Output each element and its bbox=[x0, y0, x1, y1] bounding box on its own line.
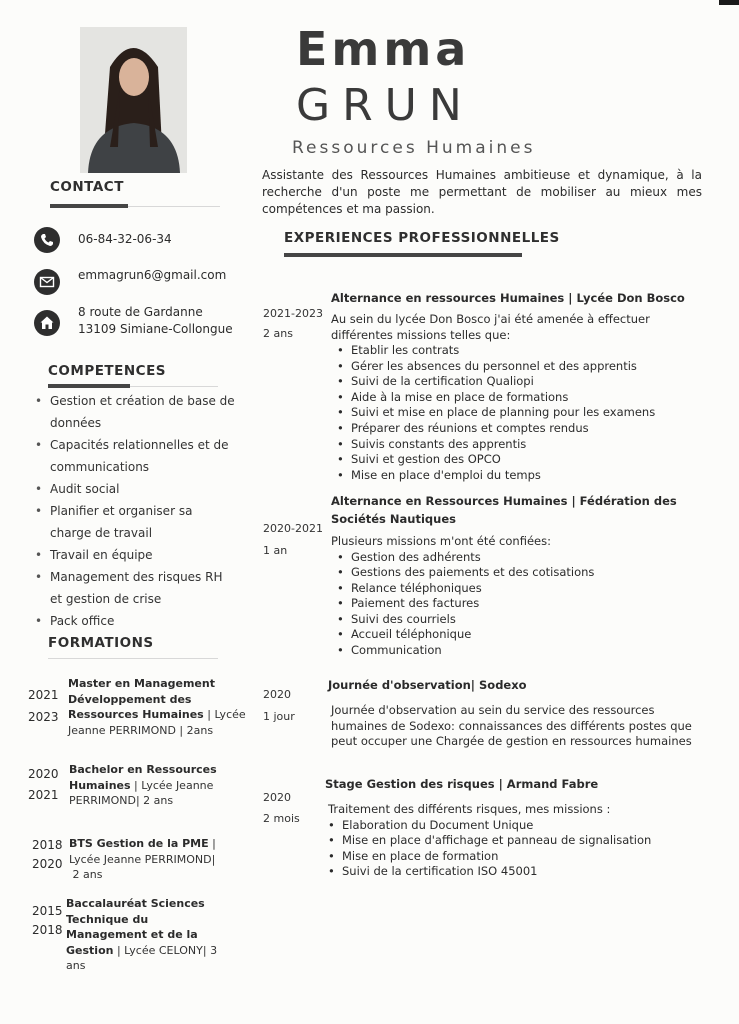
task-item: • Relance téléphoniques bbox=[351, 581, 703, 597]
task-item: • Paiement des factures bbox=[351, 596, 703, 612]
experience-duration: 2 mois bbox=[263, 812, 300, 825]
education-school: Lycée Jeanne PERRIMOND bbox=[69, 778, 214, 807]
education-year-start: 2020 bbox=[28, 767, 59, 781]
address-line-1: 8 route de Gardanne bbox=[78, 305, 203, 319]
experience-description: Plusieurs missions m'ont été confiées: bbox=[331, 534, 551, 548]
experience-title: Alternance en ressources Humaines | Lycée Don Bosco bbox=[331, 291, 685, 305]
education-details: Bachelor en Ressources Humaines | Lycée Jeanne PERRIMOND| 2 ans bbox=[69, 763, 217, 807]
experience-entry bbox=[331, 289, 703, 483]
education-year-start: 2015 bbox=[32, 904, 63, 918]
experience-entry bbox=[331, 492, 703, 659]
experience-entry bbox=[325, 775, 703, 880]
skills-title-bar bbox=[48, 384, 130, 388]
email-address[interactable]: emmagrun6@gmail.com bbox=[78, 268, 227, 282]
task-item: • Suivis constants des apprentis bbox=[351, 437, 703, 453]
address-line-2: 13109 Simiane-Collongue bbox=[78, 322, 233, 336]
experience-description: Traitement des différents risques, mes missions : bbox=[328, 802, 611, 816]
task-item: • Suivi de la certification Qualiopi bbox=[351, 374, 703, 390]
contact-phone-row bbox=[34, 227, 244, 255]
experience-task-list bbox=[331, 343, 703, 483]
education-school: Lycée Jeanne PERRIMOND bbox=[69, 852, 212, 866]
education-year-end: 2018 bbox=[32, 923, 63, 937]
contact-title-bar bbox=[50, 204, 128, 208]
task-item: • Mise en place d'emploi du temps bbox=[351, 468, 703, 484]
education-school: Lycée Jeanne PERRIMOND bbox=[68, 708, 246, 737]
education-entry bbox=[28, 762, 258, 812]
skills-divider bbox=[130, 386, 218, 387]
experience-section-title: EXPERIENCES PROFESSIONNELLES bbox=[284, 230, 560, 246]
education-duration: 2 ans bbox=[72, 868, 103, 881]
skill-item: • Travail en équipe bbox=[35, 544, 235, 566]
skill-item: • Capacités relationnelles et de communications bbox=[35, 434, 235, 478]
contact-address-row bbox=[34, 304, 254, 340]
task-item: • Gestion des adhérents bbox=[351, 550, 703, 566]
skills-section-title: COMPETENCES bbox=[48, 363, 167, 379]
education-school: Lycée CELONY bbox=[124, 943, 203, 957]
experience-date: 2020-2021 bbox=[263, 522, 323, 535]
skills-list-container bbox=[35, 390, 235, 632]
skill-item: • Planifier et organiser sa charge de travail bbox=[35, 500, 235, 544]
education-degree: Baccalauréat Sciences Technique du Management et de la Gestion bbox=[66, 897, 205, 957]
education-degree: BTS Gestion de la PME bbox=[69, 837, 209, 850]
contact-divider bbox=[128, 206, 220, 207]
education-year-start: 2021 bbox=[28, 688, 59, 702]
task-item: • Gérer les absences du personnel et des apprentis bbox=[351, 359, 703, 375]
experience-duration: 1 an bbox=[263, 544, 288, 557]
education-entry bbox=[28, 896, 258, 972]
task-item: • Suivi de la certification ISO 45001 bbox=[342, 864, 703, 880]
job-title: Ressources Humaines bbox=[292, 138, 536, 158]
experience-date: 2020 bbox=[263, 688, 291, 701]
person-photo-icon bbox=[80, 27, 187, 173]
phone-icon bbox=[34, 227, 60, 253]
experience-entry bbox=[328, 676, 703, 750]
experience-date: 2021-2023 bbox=[263, 307, 323, 320]
education-degree: Bachelor en Ressources Humaines bbox=[69, 763, 217, 792]
education-divider bbox=[48, 658, 218, 659]
experience-task-list bbox=[325, 818, 703, 880]
education-duration: 2 ans bbox=[143, 794, 174, 807]
corner-mark bbox=[719, 0, 739, 5]
experience-title: Stage Gestion des risques | Armand Fabre bbox=[325, 777, 599, 791]
education-duration: 2ans bbox=[186, 723, 214, 737]
education-year-end: 2020 bbox=[32, 857, 63, 871]
experience-task-list bbox=[331, 550, 703, 659]
task-item: • Suivi des courriels bbox=[351, 612, 703, 628]
contact-section-title: CONTACT bbox=[50, 179, 124, 195]
contact-email-row bbox=[34, 266, 244, 294]
profile-summary: Assistante des Ressources Humaines ambitieuse et dynamique, à la recherche d'un poste me permettant de mobiliser au mieux mes compétences et ma passion. bbox=[262, 168, 702, 216]
task-item: • Mise en place de formation bbox=[342, 849, 703, 865]
task-item: • Etablir les contrats bbox=[351, 343, 703, 359]
education-entry bbox=[28, 676, 258, 744]
task-item: • Suivi et mise en place de planning pour les examens bbox=[351, 405, 703, 421]
experience-duration: 2 ans bbox=[263, 327, 293, 340]
education-details: Baccalauréat Sciences Technique du Management et de la Gestion | Lycée CELONY| 3 ans bbox=[66, 897, 218, 972]
task-item: • Aide à la mise en place de formations bbox=[351, 390, 703, 406]
envelope-icon bbox=[34, 269, 60, 295]
education-details: Master en Management Développement des Ressources Humaines | Lycée Jeanne PERRIMOND | 2ans bbox=[68, 677, 246, 737]
education-duration: 3 ans bbox=[66, 943, 218, 972]
education-details: BTS Gestion de la PME | Lycée Jeanne PERRIMOND| 2 ans bbox=[69, 837, 216, 881]
education-degree: Master en Management Développement des Ressources Humaines bbox=[68, 677, 215, 721]
education-year-end: 2023 bbox=[28, 710, 59, 724]
home-icon bbox=[34, 310, 60, 336]
last-name: GRUN bbox=[296, 80, 474, 131]
profile-photo bbox=[80, 27, 187, 173]
skill-item: • Pack office bbox=[35, 610, 235, 632]
task-item: • Elaboration du Document Unique bbox=[342, 818, 703, 834]
education-year-end: 2021 bbox=[28, 788, 59, 802]
task-item: • Mise en place d'affichage et panneau de signalisation bbox=[342, 833, 703, 849]
task-item: • Communication bbox=[351, 643, 703, 659]
education-section-title: FORMATIONS bbox=[48, 635, 154, 651]
first-name: Emma bbox=[296, 22, 471, 76]
experience-description: Au sein du lycée Don Bosco j'ai été amenée à effectuer différentes missions telles que: bbox=[331, 312, 650, 342]
experience-title: Journée d'observation| Sodexo bbox=[328, 678, 527, 692]
skill-item: • Management des risques RH et gestion de crise bbox=[35, 566, 235, 610]
task-item: • Suivi et gestion des OPCO bbox=[351, 452, 703, 468]
skill-item: • Audit social bbox=[35, 478, 235, 500]
task-item: • Préparer des réunions et comptes rendus bbox=[351, 421, 703, 437]
experience-description: Journée d'observation au sein du service des ressources humaines de Sodexo: connaissances des différents postes que peut occuper une Chargée de gestion en ressources humaines bbox=[331, 703, 692, 748]
education-entry bbox=[28, 836, 258, 886]
skills-list bbox=[35, 390, 235, 632]
task-item: • Accueil téléphonique bbox=[351, 627, 703, 643]
experience-date: 2020 bbox=[263, 791, 291, 804]
experience-duration: 1 jour bbox=[263, 710, 295, 723]
task-item: • Gestions des paiements et des cotisations bbox=[351, 565, 703, 581]
education-year-start: 2018 bbox=[32, 838, 63, 852]
skill-item: • Gestion et création de base de données bbox=[35, 390, 235, 434]
phone-number[interactable]: 06-84-32-06-34 bbox=[78, 232, 172, 246]
experience-title-bar bbox=[284, 253, 522, 257]
experience-title: Alternance en Ressources Humaines | Fédération des Sociétés Nautiques bbox=[331, 494, 677, 526]
